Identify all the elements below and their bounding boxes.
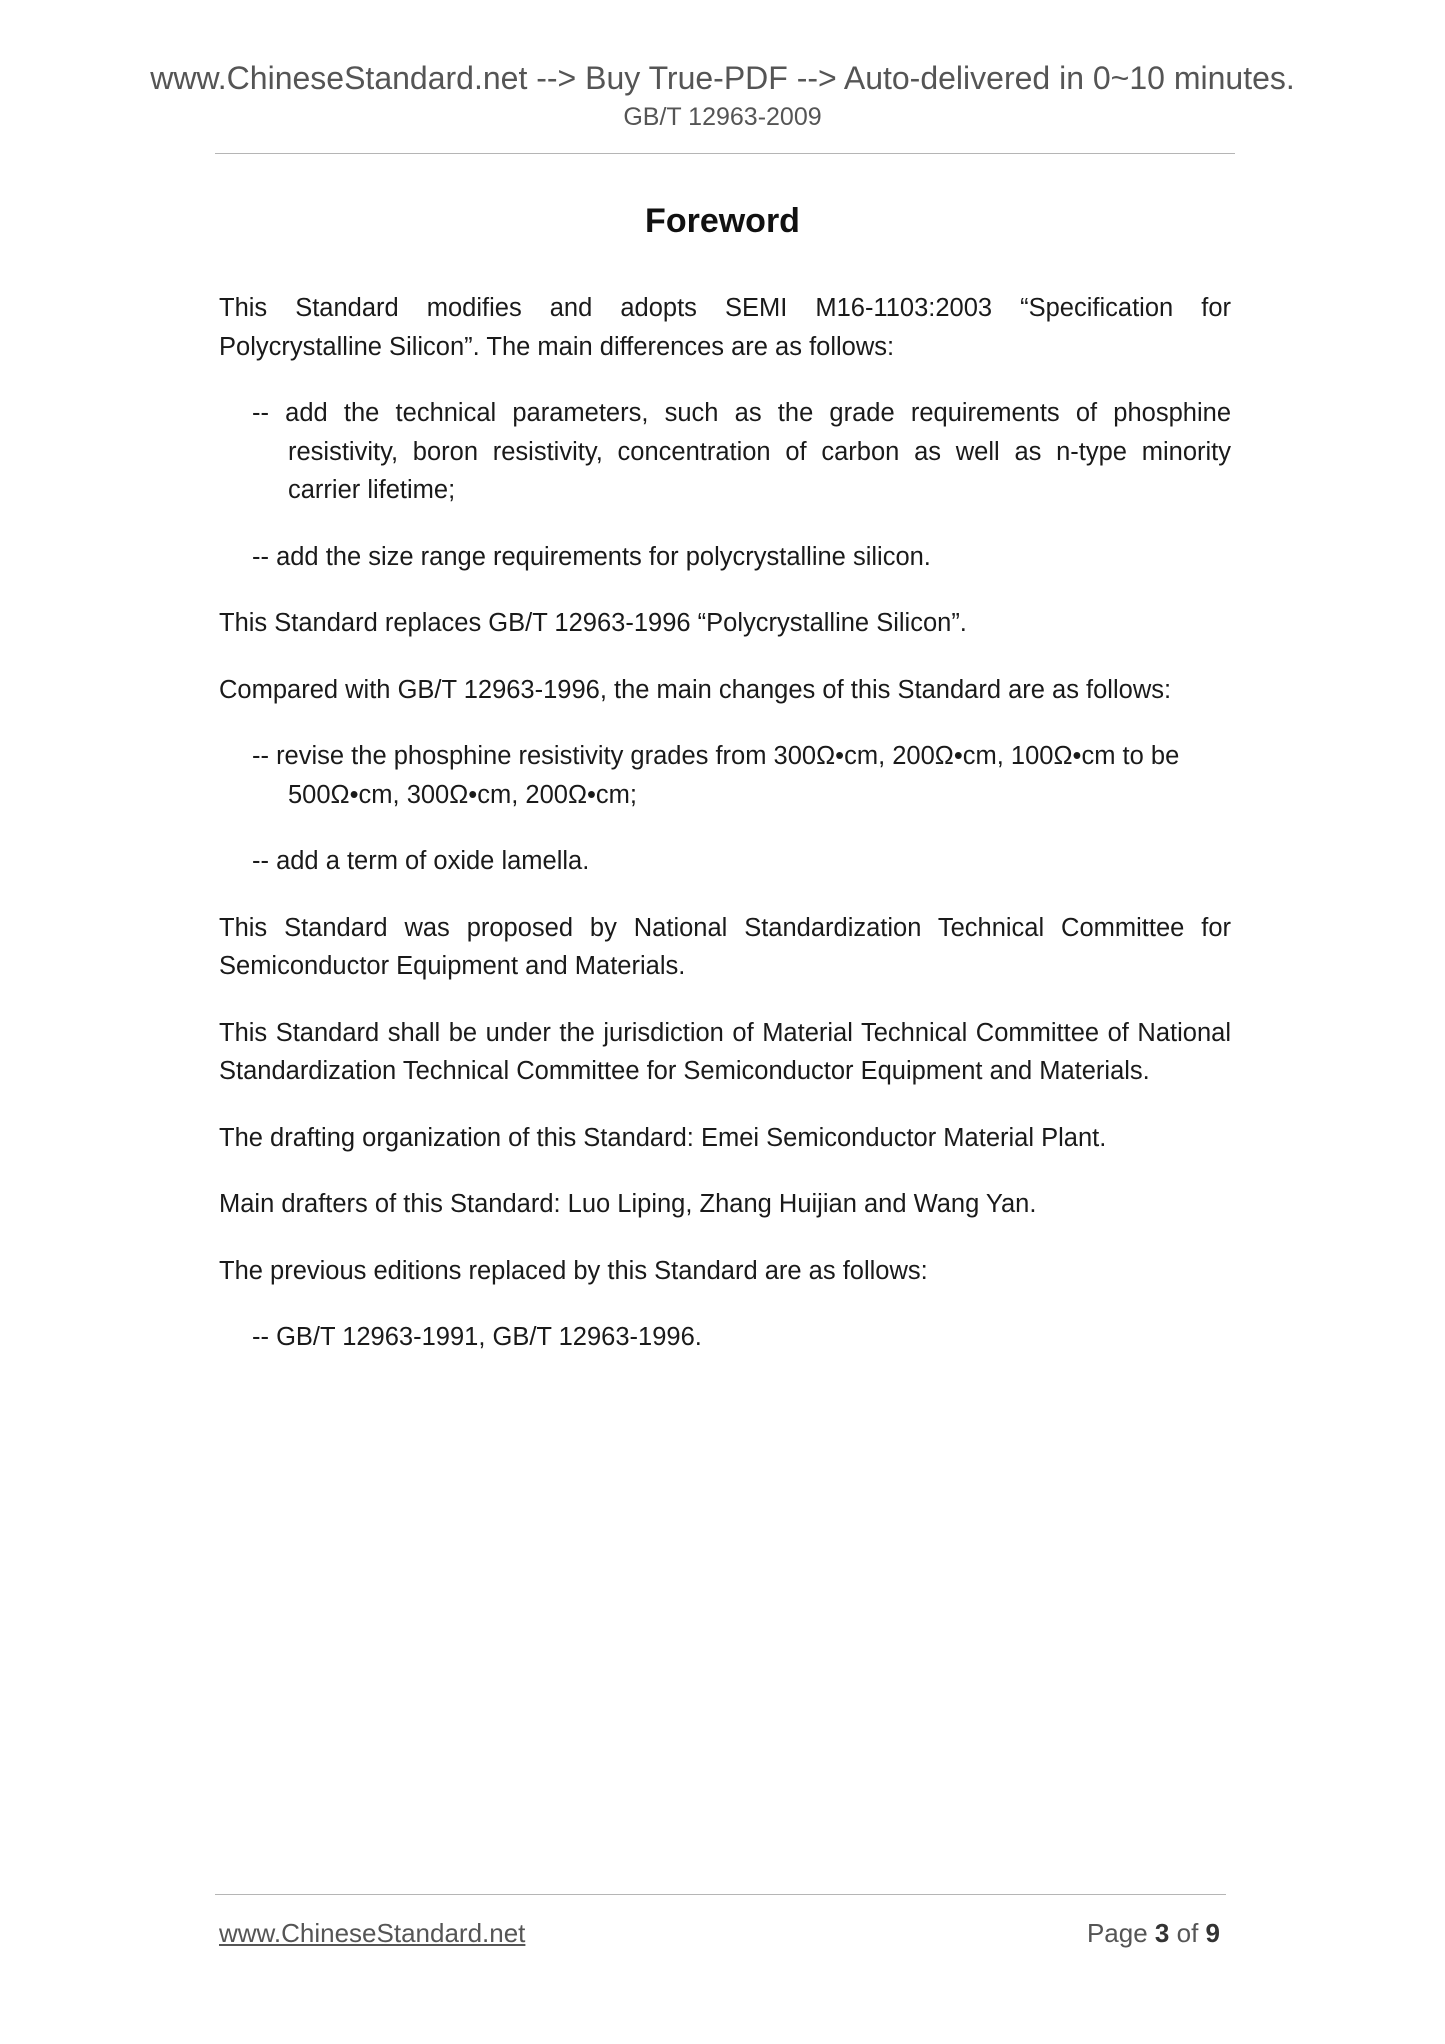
paragraph-drafting-org: The drafting organization of this Standard: Emei Semiconductor Material Plant. <box>219 1123 1107 1152</box>
paragraph-jurisdiction: This Standard shall be under the jurisdiction of Material Technical Committee of National Standardization Technical Committee for Semiconductor Equipment and Materials. <box>219 1018 1231 1085</box>
paragraph-drafters: Main drafters of this Standard: Luo Liping, Zhang Huijian and Wang Yan. <box>219 1190 1037 1218</box>
foreword-body <box>219 289 1231 1385</box>
paragraph-replaces: This Standard replaces GB/T 12963-1996 “Polycrystalline Silicon”. <box>219 609 967 637</box>
page-total: 9 <box>1205 1918 1220 1948</box>
footer-site-link[interactable]: www.ChineseStandard.net <box>219 1918 526 1948</box>
page-prefix: Page <box>1086 1918 1148 1948</box>
footer-divider <box>215 1894 1226 1895</box>
paragraph-proposed: This Standard was proposed by National Standardization Technical Committee for Semiconductor Equipment and Materials. <box>219 913 1231 980</box>
list-item: -- revise the phosphine resistivity grades from 300Ω•cm, 200Ω•cm, 100Ω•cm to be 500Ω•cm, 300Ω•cm, 200Ω•cm; <box>252 742 1180 809</box>
list-item: -- add the size range requirements for polycrystalline silicon. <box>252 542 931 571</box>
page-current: 3 <box>1154 1918 1170 1948</box>
page-title: Foreword <box>645 202 800 240</box>
paragraph-adoption: This Standard modifies and adopts SEMI M16-1103:2003 “Specification for Polycrystalline Silicon”. The main differences are as follows: <box>219 294 1231 361</box>
list-item: -- GB/T 12963-1991, GB/T 12963-1996. <box>252 1323 702 1351</box>
header-standard-code: GB/T 12963-2009 <box>623 103 822 131</box>
paragraph-previous-editions: The previous editions replaced by this Standard are as follows: <box>219 1256 928 1285</box>
paragraph-changes: Compared with GB/T 12963-1996, the main changes of this Standard are as follows: <box>219 675 1172 704</box>
list-item: -- add a term of oxide lamella. <box>252 847 590 875</box>
header-divider <box>215 153 1235 154</box>
page-number <box>1087 1917 1220 1949</box>
page-of: of <box>1176 1918 1199 1948</box>
list-item: -- add the technical parameters, such as the grade requirements of phosphine resistivity, boron resistivity, concentration of carbon as well as n-type minority carrier lifetime; <box>252 399 1231 504</box>
header-banner[interactable]: www.ChineseStandard.net --> Buy True-PDF --> Auto-delivered in 0~10 minutes. <box>150 60 1295 96</box>
